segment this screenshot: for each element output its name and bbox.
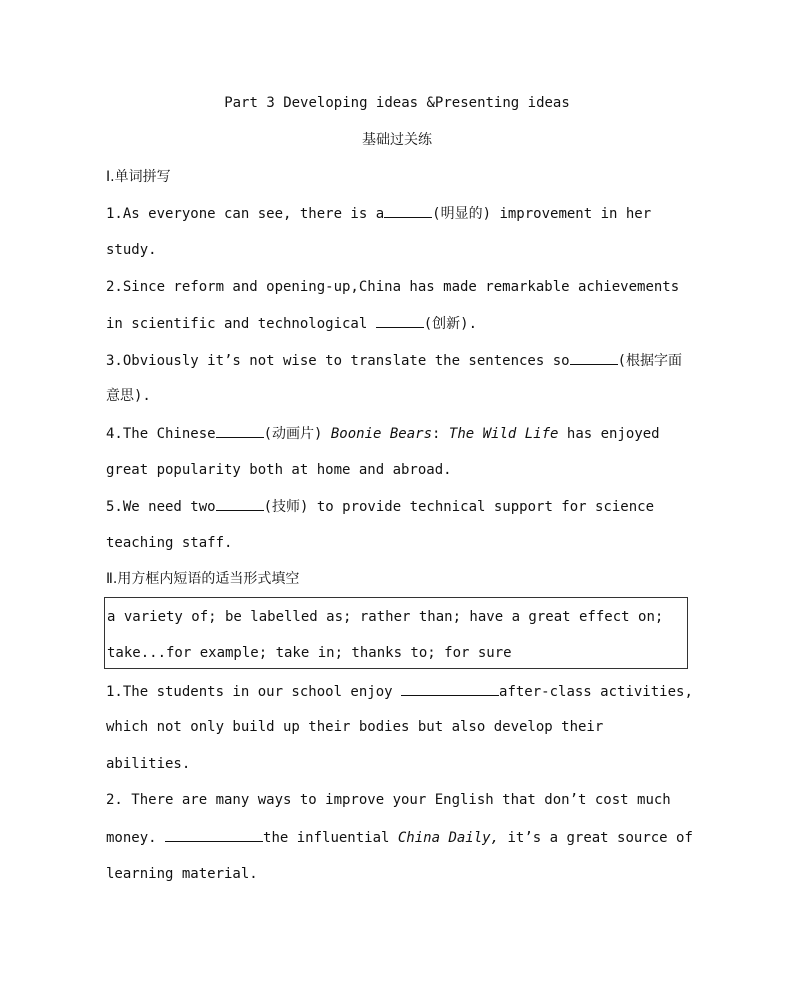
question-text: 4.The Chinese — [106, 426, 216, 442]
section-2-heading: Ⅱ.用方框内短语的适当形式填空 — [106, 571, 300, 587]
fill-question-1-line-2: which not only build up their bodies but also develop their — [106, 719, 604, 735]
question-text: : — [432, 426, 449, 442]
question-5-line-2: teaching staff. — [106, 535, 233, 551]
question-text: 1.The students in our school enjoy — [106, 684, 402, 700]
question-3-line-1 — [106, 350, 682, 371]
question-text: 5.We need two — [106, 499, 216, 515]
phrase-box-line-1: a variety of; be labelled as; rather than; have a great effect on; — [107, 609, 664, 625]
question-4-line-2: great popularity both at home and abroad. — [106, 462, 452, 478]
question-text: (技师) to provide technical support for science — [263, 499, 655, 515]
question-4-line-1 — [106, 423, 660, 444]
question-text: (创新). — [423, 316, 478, 332]
question-text: in scientific and technological — [106, 316, 376, 332]
question-1-line-2: study. — [106, 242, 157, 258]
question-text: after-class activities, — [499, 684, 693, 700]
answer-blank[interactable] — [376, 313, 424, 328]
question-text: money. — [106, 830, 166, 846]
question-2-line-2 — [106, 313, 477, 334]
question-text: 3.Obviously it’s not wise to translate the sentences so — [106, 353, 570, 369]
answer-blank[interactable] — [216, 423, 264, 438]
answer-blank[interactable] — [216, 496, 264, 511]
question-2-line-1: 2.Since reform and opening-up,China has made remarkable achievements — [106, 279, 680, 295]
question-text: (动画片) — [263, 426, 331, 442]
fill-question-1-line-3: abilities. — [106, 756, 191, 772]
question-text: it’s a great source of — [499, 830, 693, 846]
question-5-line-1 — [106, 496, 654, 517]
title-italic: The Wild Life — [448, 426, 559, 442]
answer-blank[interactable] — [384, 203, 432, 218]
title-italic: Boonie Bears — [330, 426, 433, 442]
question-text: (明显的) improvement in her — [432, 206, 652, 222]
title-italic: China Daily, — [397, 830, 500, 846]
question-text: (根据字面 — [617, 353, 683, 369]
question-1-line-1 — [106, 203, 651, 224]
fill-question-2-line-1: 2. There are many ways to improve your English that don’t cost much — [106, 792, 671, 808]
question-text: the influential — [263, 830, 398, 846]
fill-question-2-line-2 — [106, 827, 693, 848]
page-subtitle: 基础过关练 — [362, 132, 432, 148]
question-text: has enjoyed — [558, 426, 660, 442]
section-1-heading: Ⅰ.单词拼写 — [106, 169, 171, 185]
fill-question-1-line-1 — [106, 681, 693, 702]
answer-blank[interactable] — [401, 681, 499, 696]
phrase-box — [104, 597, 688, 669]
answer-blank[interactable] — [570, 350, 618, 365]
question-text: 1.As everyone can see, there is a — [106, 206, 385, 222]
fill-question-2-line-3: learning material. — [106, 866, 258, 882]
answer-blank[interactable] — [165, 827, 263, 842]
page-title: Part 3 Developing ideas &Presenting ideas — [224, 95, 570, 111]
question-3-line-2: 意思). — [106, 388, 151, 404]
phrase-box-line-2: take...for example; take in; thanks to; for sure — [107, 645, 512, 661]
